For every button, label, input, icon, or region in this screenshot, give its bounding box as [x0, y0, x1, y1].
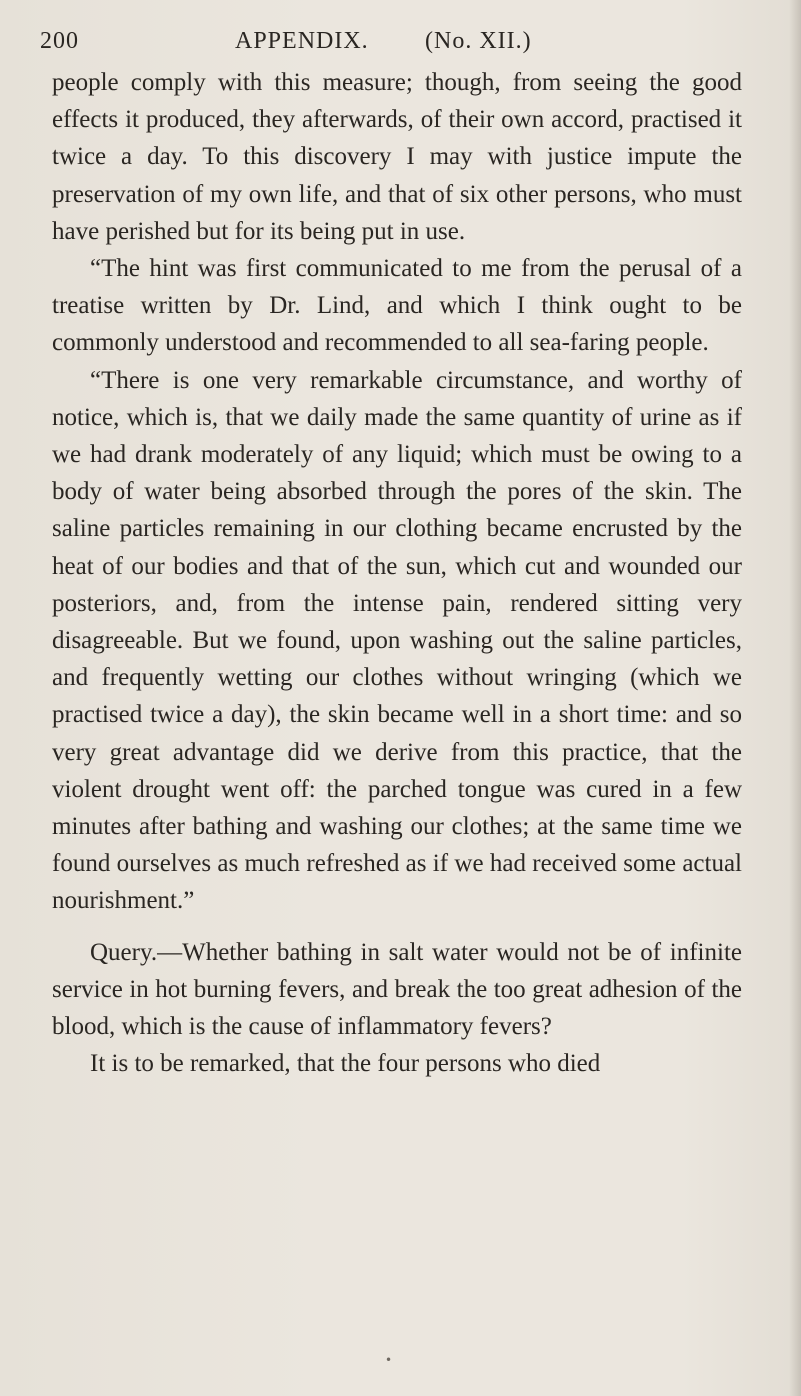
paragraph-quote-circumstance: “There is one very remarkable circumstance, and worthy of notice, which is, that we daily made the same quantity of urine as if we had drank moderately of any liquid; which must be owing to a body of water being absorbed through the pores of the skin. The saline particles remaining in our clothing became encrusted by the heat of our bodies and that of the sun, which cut and wounded our posteriors, and, from the intense pain, rendered sitting very disagreeable. But we found, upon washing out the saline particles, and frequently wetting our clothes without wringing (which we practised twice a day), the skin became well in a short time: and so very great advantage did we derive from this practice, that the violent drought went off: the parched tongue was cured in a few minutes after bathing and washing our clothes; at the same time we found ourselves as much refreshed as if we had received some actual nourishment.” — [52, 366, 742, 915]
header-section: (No. XII.) — [425, 28, 532, 54]
paragraph-remark: It is to be remarked, that the four persons who died — [90, 1050, 601, 1078]
paragraph-quote-hint: “The hint was first communicated to me from the perusal of a treatise written by Dr. Lind, and which I think ought to be commonly understood and recommended to all sea-faring people. — [52, 255, 742, 357]
paragraph-query: Query.—Whether bathing in salt water would not be of infinite service in hot burning fevers, and break the too great adhesion of the blood, which is the cause of inflammatory fevers? — [52, 938, 742, 1041]
header-title: APPENDIX. — [235, 28, 369, 54]
running-header — [40, 28, 740, 62]
page-edge-shadow — [789, 0, 801, 1396]
bleed-through-mark: • — [385, 1353, 393, 1367]
paragraph-gap — [52, 920, 742, 934]
paragraph-continuation: people comply with this measure; though, from seeing the good effects it produced, they afterwards, of their own accord, practised it twice a day. To this discovery I may with justice impute the preservation of my own life, and that of six other persons, who must have perished but for its being put in use. — [52, 69, 742, 245]
body-text — [52, 64, 742, 1082]
page-number: 200 — [40, 28, 79, 54]
